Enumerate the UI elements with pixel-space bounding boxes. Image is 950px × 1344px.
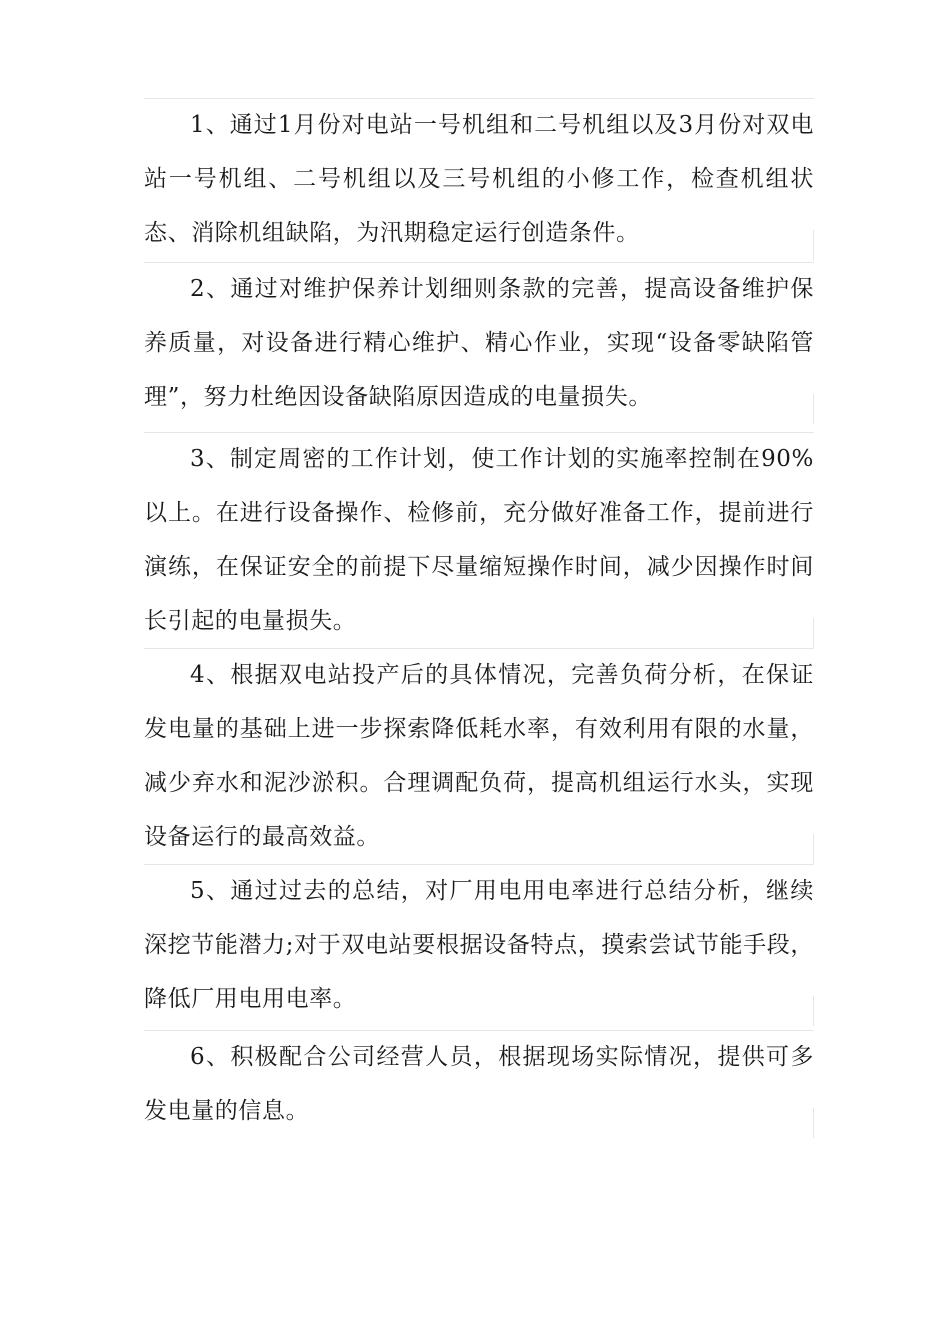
paragraph-6-text: 6、积极配合公司经营人员，根据现场实际情况，提供可多发电量的信息。: [144, 1044, 814, 1124]
paragraph-3-text: 3、制定周密的工作计划，使工作计划的实施率控制在90%以上。在进行设备操作、检修前，充分做好准备工作，提前进行演练，在保证安全的前提下尽量缩短操作时间，减少因操作时间长引起的电量损失。: [144, 446, 814, 634]
paragraph-4: [144, 648, 814, 864]
paragraph-1-text: 1、通过1月份对电站一号机组和二号机组以及3月份对双电站一号机组、二号机组以及三号机组的小修工作，检查机组状态、消除机组缺陷，为汛期稳定运行创造条件。: [144, 112, 814, 246]
paragraph-2: [144, 262, 814, 424]
paragraph-3: [144, 432, 814, 648]
paragraph-4-text: 4、根据双电站投产后的具体情况，完善负荷分析，在保证发电量的基础上进一步探索降低耗水率，有效利用有限的水量，减少弃水和泥沙淤积。合理调配负荷，提高机组运行水头，实现设备运行的最高效益。: [144, 662, 814, 850]
cell-border: [813, 834, 814, 864]
cell-border: [813, 394, 814, 424]
paragraph-6: [144, 1030, 814, 1138]
paragraph-2-text: 2、通过对维护保养计划细则条款的完善，提高设备维护保养质量，对设备进行精心维护、精心作业，实现“设备零缺陷管理”，努力杜绝因设备缺陷原因造成的电量损失。: [144, 276, 814, 410]
cell-border: [813, 230, 814, 260]
paragraph-5: [144, 864, 814, 1026]
cell-border: [813, 996, 814, 1026]
paragraph-5-text: 5、通过过去的总结，对厂用电用电率进行总结分析，继续深挖节能潜力;对于双电站要根据设备特点，摸索尝试节能手段，降低厂用电用电率。: [144, 878, 814, 1012]
cell-border: [813, 618, 814, 648]
paragraph-1: [144, 98, 814, 260]
cell-border: [813, 1108, 814, 1138]
